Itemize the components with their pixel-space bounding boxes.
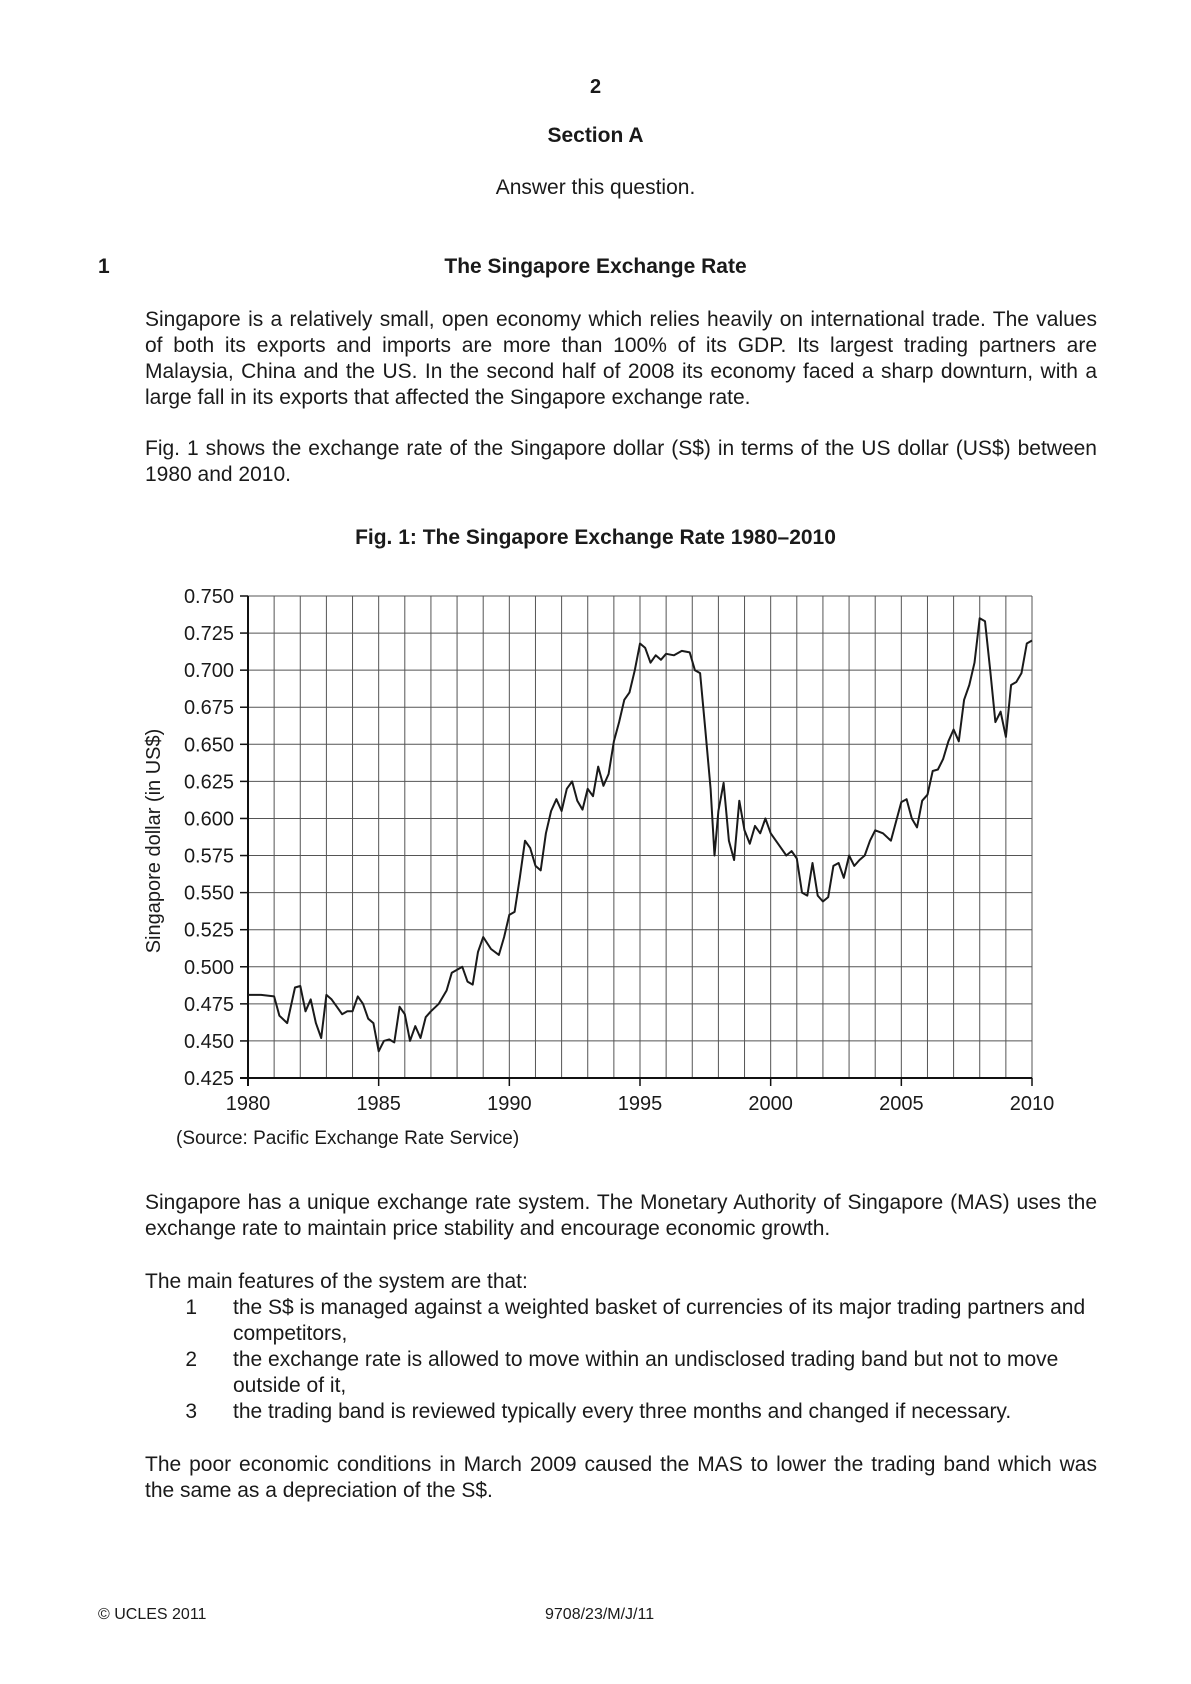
x-tick-label: 2000 bbox=[748, 1093, 793, 1115]
x-tick-label: 1995 bbox=[617, 1093, 663, 1115]
figure-intro-paragraph: Fig. 1 shows the exchange rate of the Singapore dollar (S$) in terms of the US dollar (US$) between 1980 and 2010. bbox=[145, 437, 1097, 486]
system-paragraph: Singapore has a unique exchange rate system. The Monetary Authority of Singapore (MAS) uses the exchange rate to maintain price stability and encourage economic growth. bbox=[145, 1191, 1097, 1240]
y-tick-label: 0.525 bbox=[183, 919, 234, 942]
question-title: The Singapore Exchange Rate bbox=[444, 255, 747, 278]
y-tick-label: 0.750 bbox=[183, 586, 234, 608]
list-item-text: the S$ is managed against a weighted basket of currencies of its major trading partners and competitors, bbox=[233, 1296, 1086, 1345]
footer-copyright: © UCLES 2011 bbox=[98, 1606, 207, 1623]
y-tick-label: 0.600 bbox=[183, 808, 234, 831]
y-tick-label: 0.500 bbox=[183, 956, 234, 979]
features-intro: The main features of the system are that: bbox=[145, 1270, 528, 1293]
list-item bbox=[145, 1399, 1097, 1425]
figure-title: Fig. 1: The Singapore Exchange Rate 1980–2010 bbox=[355, 526, 836, 549]
section-heading: Section A bbox=[547, 124, 644, 147]
x-tick-label: 1990 bbox=[487, 1093, 532, 1115]
list-item-text: the trading band is reviewed typically every three months and changed if necessary. bbox=[233, 1400, 1012, 1423]
y-tick-label: 0.700 bbox=[183, 660, 234, 683]
features-list bbox=[145, 1295, 1097, 1425]
figure-source: (Source: Pacific Exchange Rate Service) bbox=[176, 1128, 520, 1149]
x-tick-label: 2010 bbox=[1009, 1093, 1055, 1115]
y-tick-label: 0.625 bbox=[183, 771, 234, 794]
y-tick-label: 0.675 bbox=[183, 697, 234, 720]
x-tick-label: 1980 bbox=[225, 1093, 271, 1115]
y-tick-label: 0.650 bbox=[183, 734, 234, 757]
list-item-number: 3 bbox=[185, 1400, 197, 1423]
y-tick-label: 0.475 bbox=[183, 993, 234, 1016]
question-number: 1 bbox=[98, 255, 110, 278]
page-number: 2 bbox=[589, 76, 602, 98]
y-tick-label: 0.425 bbox=[183, 1068, 234, 1090]
x-tick-label: 2005 bbox=[879, 1093, 924, 1115]
y-tick-label: 0.575 bbox=[183, 845, 234, 868]
intro-paragraph: Singapore is a relatively small, open economy which relies heavily on international trade. The values of both its exports and imports are more than 100% of its GDP. Its largest trading partners are Malaysia, China and the US. In the second half of 2008 its economy faced a sharp downturn, with a large fall in its exports that affected the Singapore exchange rate. bbox=[145, 308, 1097, 409]
list-item bbox=[145, 1347, 1097, 1399]
y-axis-label: Singapore dollar (in US$) bbox=[143, 728, 165, 954]
footer-paper-code: 9708/23/M/J/11 bbox=[545, 1606, 655, 1623]
y-tick-label: 0.450 bbox=[183, 1030, 234, 1053]
instruction: Answer this question. bbox=[495, 176, 696, 199]
y-tick-label: 0.725 bbox=[183, 623, 234, 646]
list-item-text: the exchange rate is allowed to move within an undisclosed trading band but not to move outside of it, bbox=[233, 1348, 1059, 1397]
x-tick-label: 1985 bbox=[356, 1093, 401, 1115]
list-item-number: 2 bbox=[185, 1348, 197, 1371]
list-item bbox=[145, 1295, 1097, 1347]
y-tick-label: 0.550 bbox=[183, 882, 234, 905]
conclusion-paragraph: The poor economic conditions in March 2009 caused the MAS to lower the trading band which was the same as a depreciation of the S$. bbox=[145, 1453, 1097, 1502]
list-item-number: 1 bbox=[185, 1296, 197, 1319]
